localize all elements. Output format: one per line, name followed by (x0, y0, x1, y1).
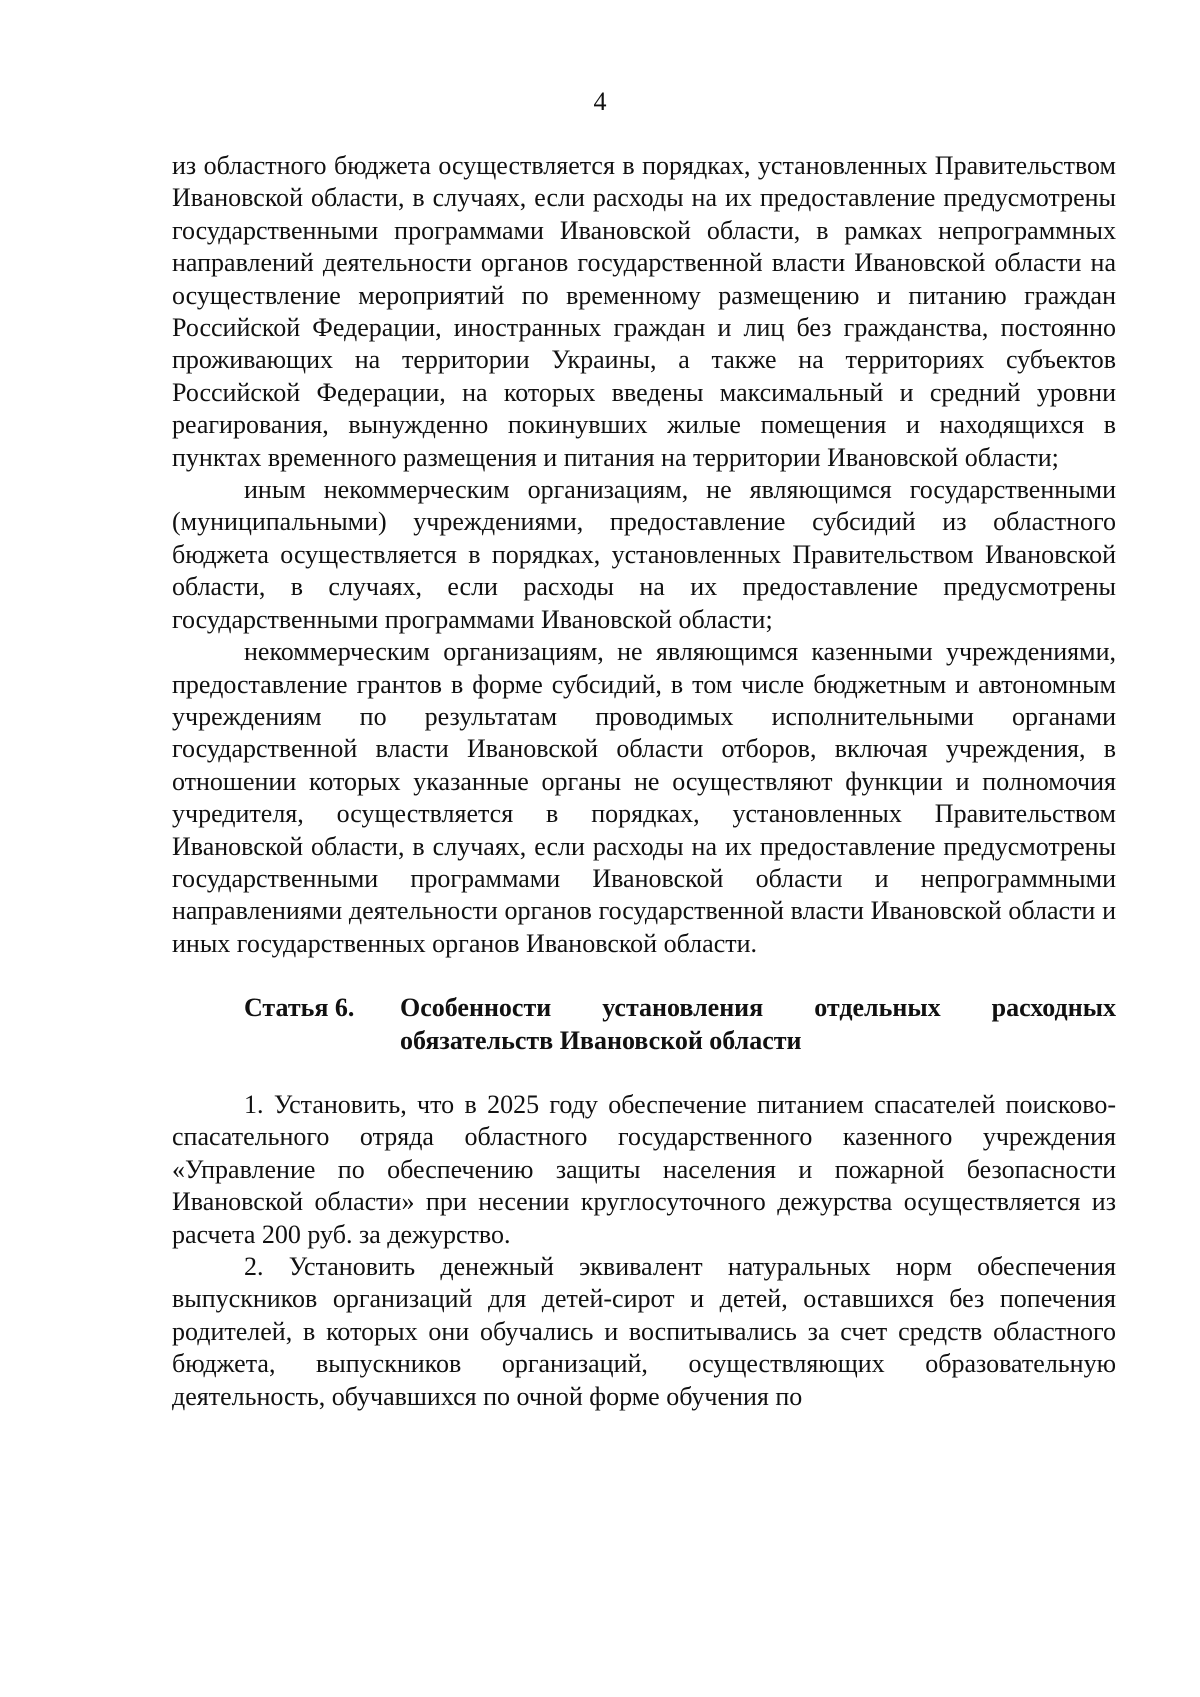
paragraph-item-2: 2. Установить денежный эквивалент натуральных норм обеспечения выпускников организаций для детей-сирот и детей, оставшихся без попечения родителей, в которых они обучались и воспитывались за счет средств областного бюджета, выпускников организаций, осуществляющих образовательную деятельность, обучавшихся по очной форме обучения по (172, 1252, 1116, 1411)
paragraph-other-nonprofits: иным некоммерческим организациям, не являющимся государственными (муниципальными) учреждениями, предоставление субсидий из областного бюджета осуществляется в порядках, установленных Правительством Ивановской области, в случаях, если расходы на их предоставление предусмотрены государственными программами Ивановской области; (172, 475, 1116, 634)
page-number: 4 (593, 87, 607, 116)
paragraph-continuation: из областного бюджета осуществляется в порядках, установленных Правительством Ивановской области, в случаях, если расходы на их предоставление предусмотрены государственными программами Ивановской области, в рамках непрограммных направлений деятельности органов государственной власти Ивановской области на осуществление мероприятий по временному размещению и питанию граждан Российской Федерации, иностранных граждан и лиц без гражданства, постоянно проживающих на территории Украины, а также на территориях субъектов Российской Федерации, на которых введены максимальный и средний уровни реагирования, вынужденно покинувших жилые помещения и находящихся в пунктах временного размещения и питания на территории Ивановской области; (172, 151, 1116, 472)
paragraph-item-1: 1. Установить, что в 2025 году обеспечение питанием спасателей поисково-спасательного отряда областного государственного казенного учреждения «Управление по обеспечению защиты населения и пожарной безопасности Ивановской области» при несении круглосуточного дежурства осуществляется из расчета 200 руб. за дежурство. (172, 1089, 1116, 1249)
document-body (172, 150, 1116, 1413)
article-heading (172, 992, 1116, 1057)
article-number: Статья 6. (244, 993, 355, 1023)
paragraph-nonprofit-grants: некоммерческим организациям, не являющимся казенными учреждениями, предоставление грантов в форме субсидий, в том числе бюджетным и автономным учреждениям по результатам проводимых исполнительными органами государственной власти Ивановской области отборов, включая учреждения, в отношении которых указанные органы не осуществляют функции и полномочия учредителя, осуществляется в порядках, установленных Правительством Ивановской области, в случаях, если расходы на их предоставление предусмотрены государственными программами Ивановской области и непрограммными направлениями деятельности органов государственной власти Ивановской области и иных государственных органов Ивановской области. (172, 637, 1116, 958)
article-title: Особенности установления отдельных расходных обязательств Ивановской области (400, 993, 1116, 1055)
